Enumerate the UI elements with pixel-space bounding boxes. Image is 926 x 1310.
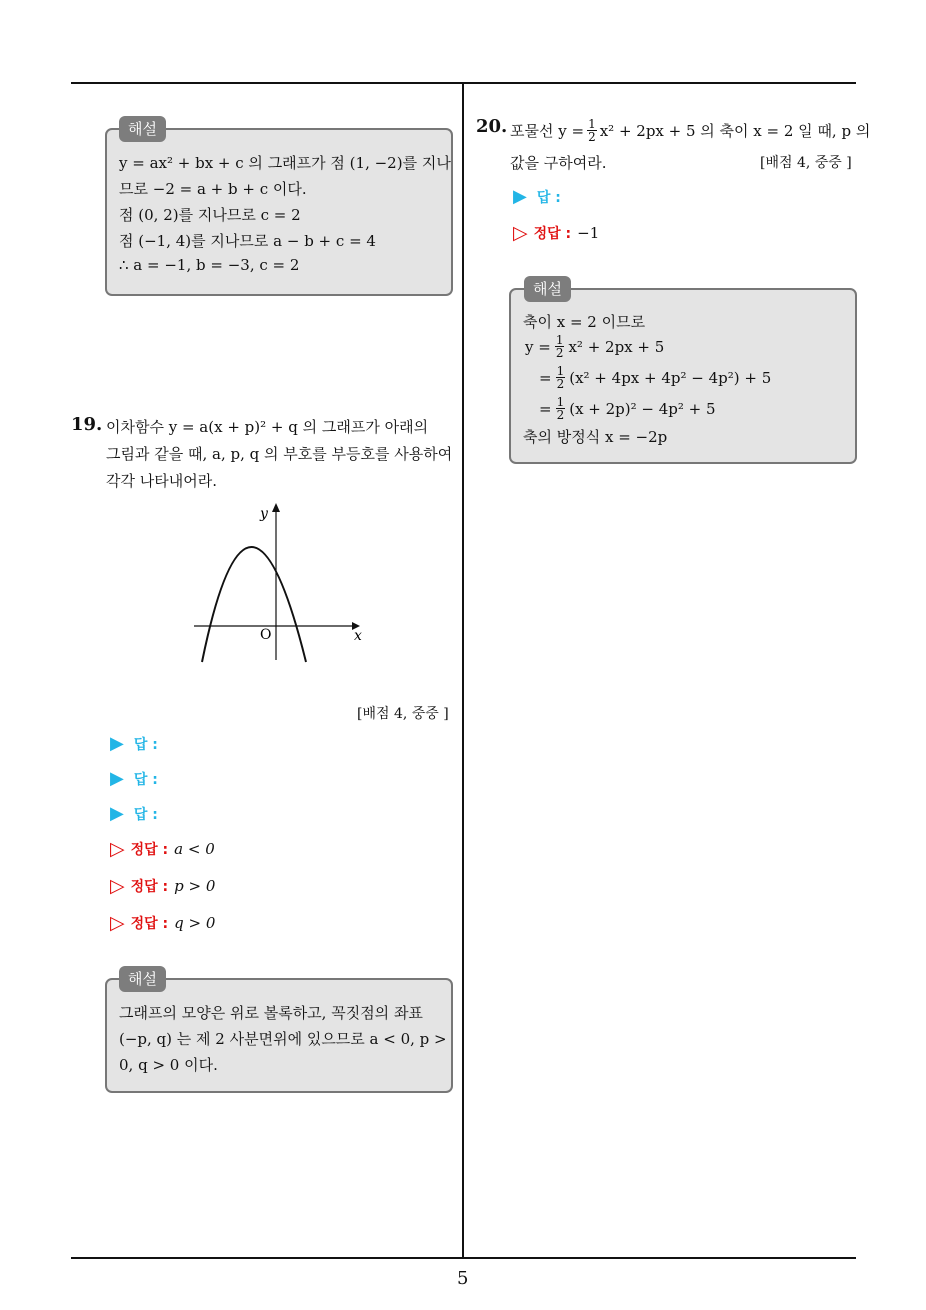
question-line [510,118,870,143]
explanation-line: 축의 방정식 x = −2p [523,428,668,446]
question-line: 그림과 같을 때, a, p, q 의 부호를 부등호를 사용하여 [106,445,453,463]
explanation-line: 축이 x = 2 이므로 [523,313,646,331]
explanation-line: 점 (0, 2)를 지나므로 c = 2 [119,206,301,224]
fraction-denominator: 2 [555,346,564,360]
explanation-tag: 해설 [524,276,571,302]
answer-arrow-icon: ▶ [513,186,527,207]
points-label: [배점 4, 중중 ] [357,706,449,722]
fraction [556,396,566,421]
points-label: [배점 4, 중중 ] [760,155,852,171]
correct-value: q > 0 [174,914,216,932]
question-number: 20. [476,116,508,137]
answer-arrow-icon: ▶ [110,768,124,789]
question-line: 이차함수 y = a(x + p)² + q 의 그래프가 아래의 [106,418,429,436]
explanation-line: 그래프의 모양은 위로 볼록하고, 꼭짓점의 좌표 [119,1004,423,1022]
answer-arrow-icon: ▶ [110,733,124,754]
explanation-line: (−p, q) 는 제 2 사분면위에 있으므로 a < 0, p > [119,1030,447,1048]
x-axis-label: x [354,628,362,644]
y-axis-label: y [260,506,268,522]
explanation-tag: 해설 [119,116,166,142]
equation-text: x² + 2px + 5 [568,337,665,356]
origin-label: O [260,627,272,643]
bottom-rule [71,1257,856,1259]
correct-value: a < 0 [174,840,215,858]
fraction [556,365,566,390]
explanation-line: 므로 −2 = a + b + c 이다. [119,180,307,198]
explanation-box-1 [105,128,453,296]
fraction [587,118,597,143]
equation-text: = [539,368,552,387]
question-number: 19. [71,414,103,435]
correct-label: 정답 : [130,842,169,858]
correct-triangle-icon: ▷ [513,222,528,244]
fraction-numerator: 1 [556,364,565,378]
correct-label: 정답 : [130,916,169,932]
y-axis-arrow [272,503,280,512]
explanation-line [525,334,664,359]
equation-text: y = [525,337,551,356]
answer-label: 답 : [133,771,158,788]
explanation-box-3 [509,288,857,464]
correct-answer-row [110,875,215,897]
question-text: x² + 2px + 5 의 축이 x = 2 일 때, p 의 [599,122,871,140]
answer-label: 답 : [133,806,158,823]
correct-answer-row [513,222,599,244]
fraction-numerator: 1 [588,117,596,131]
answer-label: 답 : [536,189,561,206]
explanation-tag: 해설 [119,966,166,992]
correct-label: 정답 : [130,879,169,895]
fraction [555,334,565,359]
explanation-line [539,396,716,421]
answer-row [513,186,561,207]
fraction-numerator: 1 [555,333,564,347]
column-divider [462,82,464,1259]
answer-arrow-icon: ▶ [110,803,124,824]
question-line: 각각 나타내어라. [106,472,217,490]
page-number: 5 [457,1268,469,1289]
answer-label: 답 : [133,736,158,753]
equation-text: = [539,399,552,418]
explanation-line: 점 (−1, 4)를 지나므로 a − b + c = 4 [119,232,376,250]
fraction-denominator: 2 [588,130,596,144]
explanation-line: ∴ a = −1, b = −3, c = 2 [119,256,300,274]
explanation-box-2 [105,978,453,1093]
correct-label: 정답 : [533,226,572,242]
correct-value: −1 [577,224,600,242]
correct-answer-row [110,912,215,934]
fraction-numerator: 1 [556,395,565,409]
explanation-line: 0, q > 0 이다. [119,1056,218,1074]
correct-value: p > 0 [174,877,216,895]
correct-triangle-icon: ▷ [110,912,125,934]
equation-text: (x + 2p)² − 4p² + 5 [569,399,716,418]
explanation-line [539,365,771,390]
parabola-graph [190,500,370,670]
answer-row [110,803,158,824]
parabola-curve [202,547,306,662]
question-line: 값을 구하여라. [510,154,607,172]
answer-row [110,733,158,754]
question-text: 포물선 y = [510,122,585,140]
correct-answer-row [110,838,215,860]
explanation-line: y = ax² + bx + c 의 그래프가 점 (1, −2)를 지나 [119,154,451,172]
answer-row [110,768,158,789]
correct-triangle-icon: ▷ [110,875,125,897]
fraction-denominator: 2 [556,408,565,422]
correct-triangle-icon: ▷ [110,838,125,860]
fraction-denominator: 2 [556,377,565,391]
equation-text: (x² + 4px + 4p² − 4p²) + 5 [569,368,772,387]
